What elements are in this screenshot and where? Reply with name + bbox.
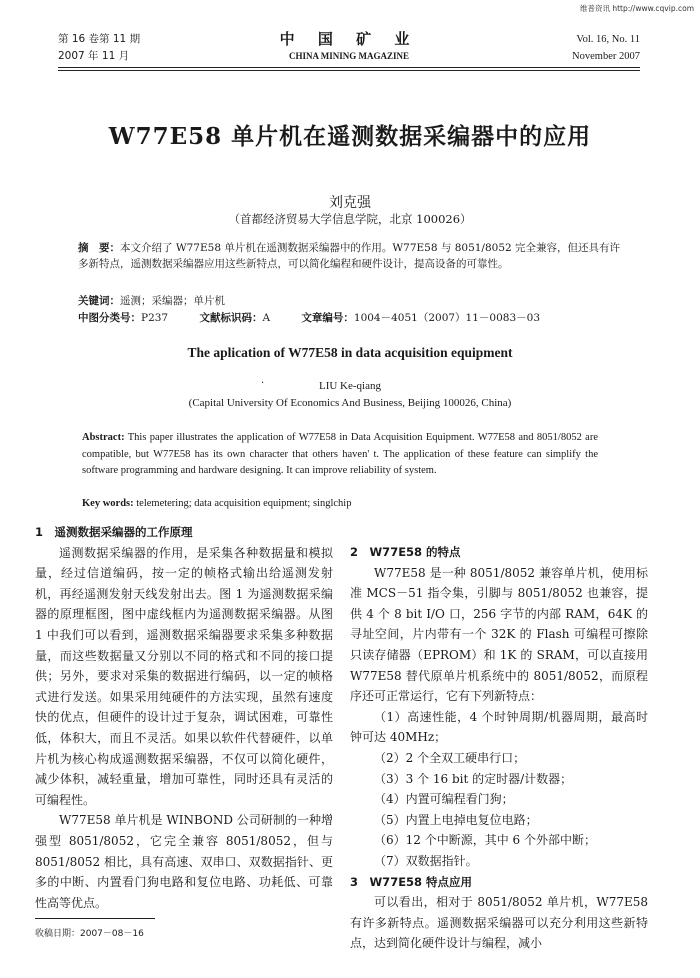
- article-no-label: 文章编号：: [301, 312, 354, 324]
- affiliation-en: (Capital University Of Economics And Business, Beijing 100026, China): [188, 397, 512, 409]
- abstract-zh-label: 摘 要：: [78, 242, 120, 254]
- left-column: [35, 522, 333, 913]
- header-rule-thick: [58, 67, 640, 68]
- feature-item: （4）内置可编程看门狗；: [374, 792, 514, 807]
- section-3-paragraph-1: 可以看出，相对于 8051/8052 单片机，W77E58 有许多新特点。遥测数据采编器可以充分利用这些新特点，达到简化硬件设计与编程，减小: [350, 895, 648, 951]
- watermark: 维普资讯 http://www.cqvip.com: [579, 4, 694, 13]
- journal-name-en: CHINA MINING MAGAZINE: [288, 51, 409, 61]
- section-1-paragraph-1: 遥测数据采编器的作用，是采集各种数据量和模拟量，经过信道编码，按一定的帧格式输出给遥测发射机，再经遥测发射天线发射出去。图 1 为遥测数据采编器的原理框图，图中虚线框内为遥测数据采编器。从图 1 中我们可以看到，遥测数据采编器要求采集多种数据量，而这些数据量又分别以不同的格式和不同的接口提供；另外，要求对采集的数据进行编码，以一定的帧格式进行发送。如果采用纯硬件的方法实现，虽然有速度快的优点，但硬件的设计过于复杂，调试困难，可靠性低，体积大，而且不灵活。如果以软件代替硬件，以单片机为核心构成遥测数据采编器，不仅可以简化硬件，减少体积，减轻重量，增加可靠性，同时还具有灵活的可编程性。: [35, 545, 333, 807]
- volume-issue-zh: 第 16 卷第 11 期: [58, 33, 141, 45]
- keywords-zh-label: 关键词：: [78, 295, 120, 307]
- keywords-zh-text: 遥测；采编器；单片机: [120, 295, 225, 307]
- author-zh: 刘克强: [329, 195, 371, 211]
- paper-title-zh: W77E58 单片机在遥测数据采编器中的应用: [108, 123, 592, 150]
- author-en: LIU Ke-qiang: [318, 380, 381, 392]
- keywords-en: [82, 496, 598, 513]
- header-center: [58, 31, 640, 64]
- volume-issue-en: Vol. 16, No. 11: [576, 34, 640, 45]
- article-no-value: 1004－4051（2007）11－0083－03: [353, 312, 540, 324]
- abstract-zh-text: 本文介绍了 W77E58 单片机在遥测数据采编器中的作用。W77E58 与 8051/8052 完全兼容，但还具有许多新特点，遥测数据采编器应用这些新特点，可以简化编程和硬件设计，提高设备的可靠性。: [78, 242, 621, 270]
- section-1-heading: 1 遥测数据采编器的工作原理: [35, 525, 193, 539]
- clc-label: 中图分类号：: [78, 312, 141, 324]
- section-3-heading: 3 W77E58 特点应用: [350, 874, 473, 889]
- footnote-rule: [35, 918, 155, 919]
- date-en: November 2007: [572, 51, 640, 62]
- abstract-zh: [78, 240, 630, 272]
- keywords-zh: [78, 293, 630, 309]
- header-right: [572, 31, 640, 65]
- section-1-paragraph-2: W77E58 单片机是 WINBOND 公司研制的一种增强型 8051/8052，它完全兼容 8051/8052，但与 8051/8052 相比，具有高速、双串口、双数据指针、更多的中断、内置看门狗电路和复位电路、功耗低、可靠性高等优点。: [35, 813, 333, 910]
- keywords-en-label: Key words:: [82, 498, 134, 509]
- abstract-en-label: Abstract:: [82, 432, 125, 443]
- keywords-en-text: telemetering; data acquisition equipment; singlchip: [133, 498, 352, 509]
- journal-name-zh: 中 国 矿 业: [279, 30, 419, 48]
- feature-item: （2）2 个全双工硬串行口；: [374, 750, 526, 765]
- doc-code-label: 文献标识码：: [199, 312, 263, 324]
- stray-dot: ·: [261, 378, 265, 389]
- doc-code-value: A: [262, 312, 271, 324]
- paper-title-en: The aplication of W77E58 in data acquisition equipment: [187, 345, 513, 360]
- clc-value: P237: [141, 312, 169, 324]
- section-2-heading: 2 W77E58 的特点: [350, 545, 461, 559]
- running-header: [58, 31, 640, 67]
- section-2-paragraph-1: W77E58 是一种 8051/8052 兼容单片机，使用标准 MCS－51 指令集，引脚与 8051/8052 也兼容，提供 4 个 8 bit I/O 口，256 字节的内部 RAM，64K 的寻址空间，片内带有一个 32K 的 Flash 可编程可擦除只读存储器（EPROM）和 1K 的 SRAM，可以直接用 W77E58 替代原单片机系统中的 8051/8052，而原程序还可正常运行，它有下列新特点：: [350, 565, 648, 704]
- date-zh: 2007 年 11 月: [58, 50, 130, 62]
- feature-item: （5）内置上电掉电复位电路；: [374, 812, 538, 827]
- classification-line: [78, 310, 630, 326]
- right-column: [350, 542, 648, 954]
- abstract-en: [82, 430, 598, 480]
- feature-item: （7）双数据指针。: [374, 853, 478, 868]
- feature-item: （6）12 个中断源，其中 6 个外部中断；: [374, 833, 596, 848]
- affiliation-zh: （首都经济贸易大学信息学院，北京 100026）: [228, 212, 472, 226]
- header-rule-thin: [58, 70, 640, 71]
- feature-item: （1）高速性能，4 个时钟周期/机器周期，最高时钟可达 40MHz；: [350, 709, 648, 745]
- feature-item: （3）3 个 16 bit 的定时器/计数器；: [374, 771, 573, 786]
- abstract-en-text: This paper illustrates the application of W77E58 in Data Acquisition Equipment. W77E58 and 8051/8052 are compatible, but W77E58 has its own character that others haven' t. The application of these feature can simplify the software programming and hardware designing. It can improve reliability of system.: [82, 432, 598, 476]
- received-date: 收稿日期：2007－08－16: [35, 929, 144, 939]
